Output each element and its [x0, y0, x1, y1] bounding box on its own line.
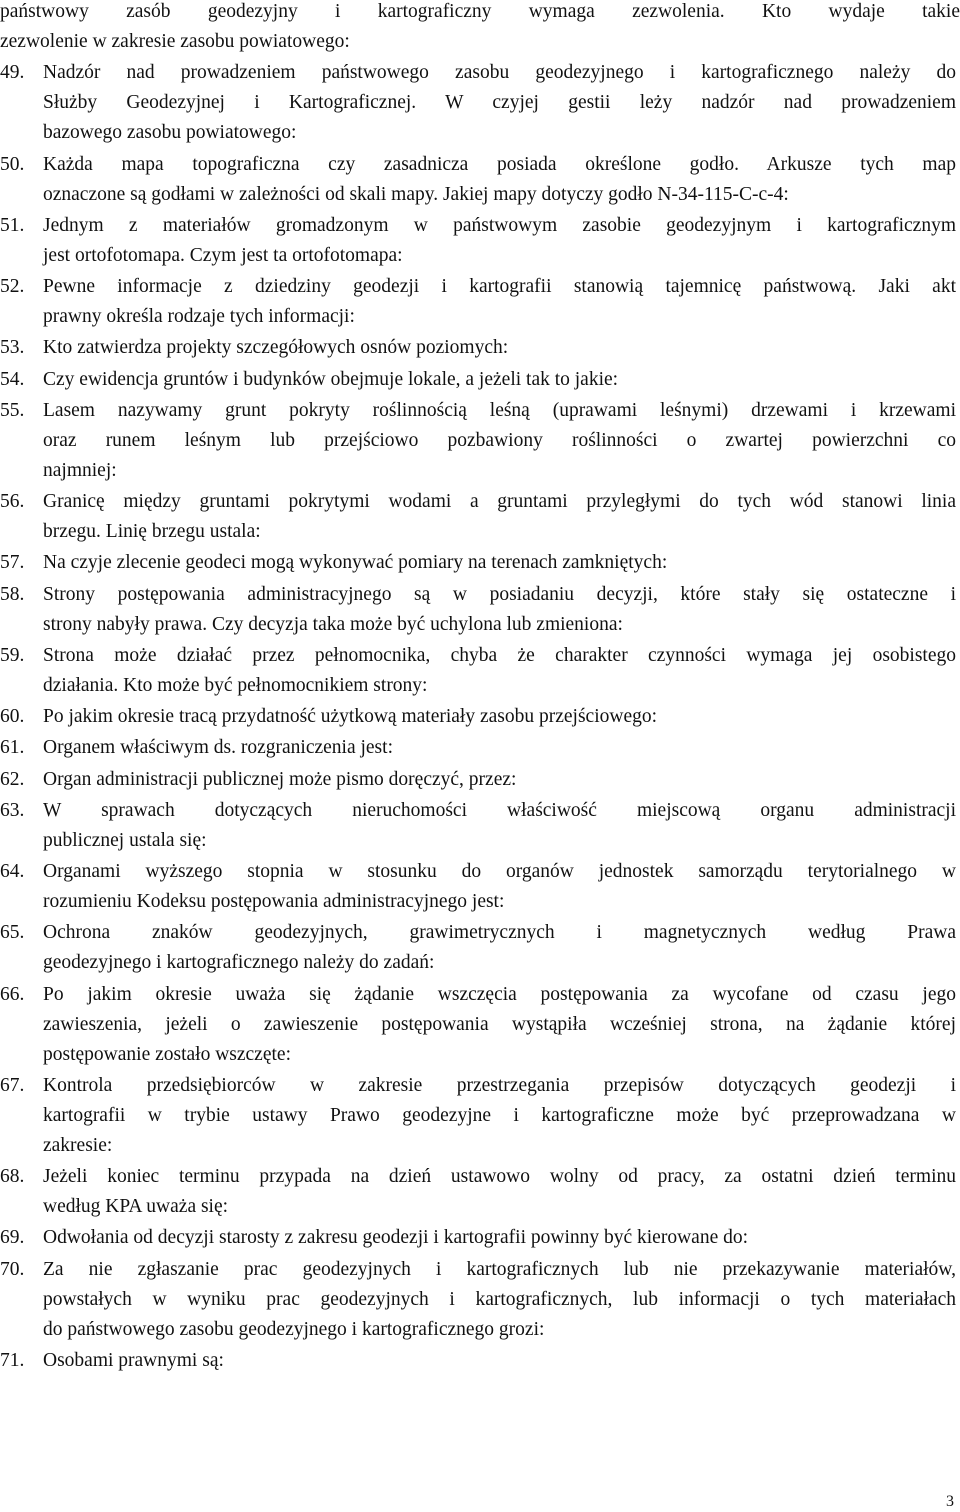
question-number: 51. [0, 214, 25, 236]
page-number: 3 [946, 1493, 954, 1510]
question-text-line: Granicę między gruntami pokrytymi wodami a gruntami przyległymi do tych wód stanowi linia [43, 491, 956, 512]
question-text-line: Nadzór nad prowadzeniem państwowego zasobu geodezyjnego i kartograficznego należy do [43, 62, 956, 84]
question-62 [0, 765, 960, 795]
question-text-line: Na czyje zlecenie geodeci mogą wykonywać pomiary na terenach zamkniętych: [43, 552, 668, 574]
question-71 [0, 1346, 960, 1376]
question-text-line: Jeżeli koniec terminu przypada na dzień ustawowo wolny od pracy, za ostatni dzień terminu [43, 1166, 956, 1187]
question-text-line: powstałych w wyniku prac geodezyjnych i kartograficznych, lub informacji o tych materiałach [43, 1288, 956, 1310]
question-text-line: najmniej: [43, 459, 117, 481]
question-51 [0, 211, 960, 271]
question-58 [0, 580, 960, 640]
question-text-line: Strona może działać przez pełnomocnika, chyba że charakter czynności wymaga jej osobistego [43, 644, 956, 666]
question-55 [0, 396, 960, 486]
question-53 [0, 333, 960, 363]
question-61 [0, 733, 960, 763]
question-number: 54. [0, 368, 25, 390]
question-text-line: Służby Geodezyjnej i Kartograficznej. W czyjej gestii leży nadzór nad prowadzeniem [43, 92, 956, 114]
question-56 [0, 487, 960, 547]
question-number: 67. [0, 1074, 25, 1096]
question-text-line: Lasem nazywamy grunt pokryty roślinnością leśną (uprawami leśnymi) drzewami i krzewami [43, 399, 956, 421]
intro-line: zezwolenie w zakresie zasobu powiatowego: [0, 31, 350, 52]
question-59 [0, 641, 960, 701]
question-text-line: Kontrola przedsiębiorców w zakresie przestrzegania przepisów dotyczących geodezji i [43, 1074, 956, 1096]
question-text-line: rozumieniu Kodeksu postępowania administracyjnego jest: [43, 891, 505, 912]
question-text-line: postępowanie zostało wszczęte: [43, 1043, 291, 1065]
question-70 [0, 1255, 960, 1345]
question-text-line: oraz runem leśnym lub przejściowo pozbawiony roślinności o zwartej powierzchni co [43, 429, 956, 451]
question-number: 71. [0, 1349, 25, 1371]
question-68 [0, 1162, 960, 1222]
question-54 [0, 365, 960, 395]
question-57 [0, 548, 960, 578]
question-number: 70. [0, 1258, 25, 1280]
question-50 [0, 150, 960, 210]
question-65 [0, 918, 960, 978]
question-text-line: działania. Kto może być pełnomocnikiem strony: [43, 674, 428, 696]
intro-line: państwowy zasób geodezyjny i kartograficzny wymaga zezwolenia. Kto wydaje takie [0, 1, 960, 22]
question-text-line: Organem właściwym ds. rozgraniczenia jest: [43, 737, 393, 759]
question-text-line: oznaczone są godłami w zależności od skali mapy. Jakiej mapy dotyczy godło N-34-115-C-c-4: [43, 183, 789, 205]
question-number: 59. [0, 644, 25, 666]
question-text-line: według KPA uważa się: [43, 1196, 229, 1217]
question-66 [0, 980, 960, 1070]
question-text-line: Kto zatwierdza projekty szczegółowych osnów poziomych: [43, 337, 509, 359]
question-text-line: Pewne informacje z dziedziny geodezji i kartografii stanowią tajemnicę państwową. Jaki akt [43, 276, 956, 297]
question-text-line: strony nabyły prawa. Czy decyzja taka może być uchylona lub zmieniona: [43, 613, 623, 635]
question-number: 52. [0, 276, 25, 297]
question-text-line: Czy ewidencja gruntów i budynków obejmuje lokale, a jeżeli tak to jakie: [43, 368, 619, 390]
question-text-line: Odwołania od decyzji starosty z zakresu geodezji i kartografii powinny być kierowane do: [43, 1227, 749, 1249]
question-text-line: Strony postępowania administracyjnego są w posiadaniu decyzji, które stały się ostateczne i [43, 583, 956, 605]
question-text-line: Po jakim okresie tracą przydatność użytkową materiały zasobu przejściowego: [43, 706, 658, 727]
question-text-line: brzegu. Linię brzegu ustala: [43, 521, 261, 542]
question-text-line: publicznej ustala się: [43, 829, 207, 851]
question-text-line: Za nie zgłaszanie prac geodezyjnych i kartograficznych lub nie przekazywanie materiałów, [43, 1258, 956, 1280]
question-text-line: zakresie: [43, 1134, 113, 1156]
question-text-line: W sprawach dotyczących nieruchomości właściwość miejscową organu administracji [43, 799, 956, 821]
question-number: 53. [0, 337, 25, 359]
question-number: 69. [0, 1227, 25, 1249]
question-67 [0, 1071, 960, 1161]
question-number: 60. [0, 706, 25, 727]
question-52 [0, 272, 960, 332]
question-text-line: Po jakim okresie uważa się żądanie wszczęcia postępowania za wycofane od czasu jego [43, 983, 956, 1005]
question-text-line: Osobami prawnymi są: [43, 1349, 224, 1371]
question-number: 56. [0, 491, 25, 512]
question-number: 49. [0, 62, 25, 84]
question-49 [0, 58, 960, 148]
question-text-line: kartografii w trybie ustawy Prawo geodezyjne i kartograficzne może być przeprowadzana w [43, 1104, 956, 1126]
question-text-line: Organ administracji publicznej może pismo doręczyć, przez: [43, 768, 517, 790]
question-number: 57. [0, 552, 25, 574]
question-text-line: Organami wyższego stopnia w stosunku do organów jednostek samorządu terytorialnego w [43, 861, 956, 882]
question-text-line: zawieszenia, jeżeli o zawieszenie postępowania wystąpiła wcześniej strona, na żądanie której [43, 1013, 956, 1035]
question-text-line: prawny określa rodzaje tych informacji: [43, 306, 355, 327]
question-number: 50. [0, 153, 25, 175]
question-text-line: geodezyjnego i kartograficznego należy do zadań: [43, 952, 435, 974]
question-text-line: do państwowego zasobu geodezyjnego i kartograficznego grozi: [43, 1318, 545, 1340]
question-number: 62. [0, 768, 25, 790]
question-text-line: Ochrona znaków geodezyjnych, grawimetrycznych i magnetycznych według Prawa [43, 922, 956, 944]
question-60 [0, 702, 960, 732]
intro-paragraph [0, 0, 960, 57]
question-number: 61. [0, 737, 25, 759]
question-number: 64. [0, 861, 25, 882]
question-number: 65. [0, 922, 25, 944]
question-text-line: bazowego zasobu powiatowego: [43, 122, 297, 144]
question-number: 63. [0, 799, 25, 821]
question-number: 68. [0, 1166, 25, 1187]
question-number: 55. [0, 399, 25, 421]
question-number: 58. [0, 583, 25, 605]
question-64 [0, 857, 960, 917]
question-text-line: Jednym z materiałów gromadzonym w państwowym zasobie geodezyjnym i kartograficznym [43, 214, 956, 236]
question-number: 66. [0, 983, 25, 1005]
question-text-line: Każda mapa topograficzna czy zasadnicza posiada określone godło. Arkusze tych map [43, 153, 956, 175]
question-63 [0, 796, 960, 856]
question-text-line: jest ortofotomapa. Czym jest ta ortofotomapa: [43, 244, 403, 266]
question-69 [0, 1223, 960, 1253]
